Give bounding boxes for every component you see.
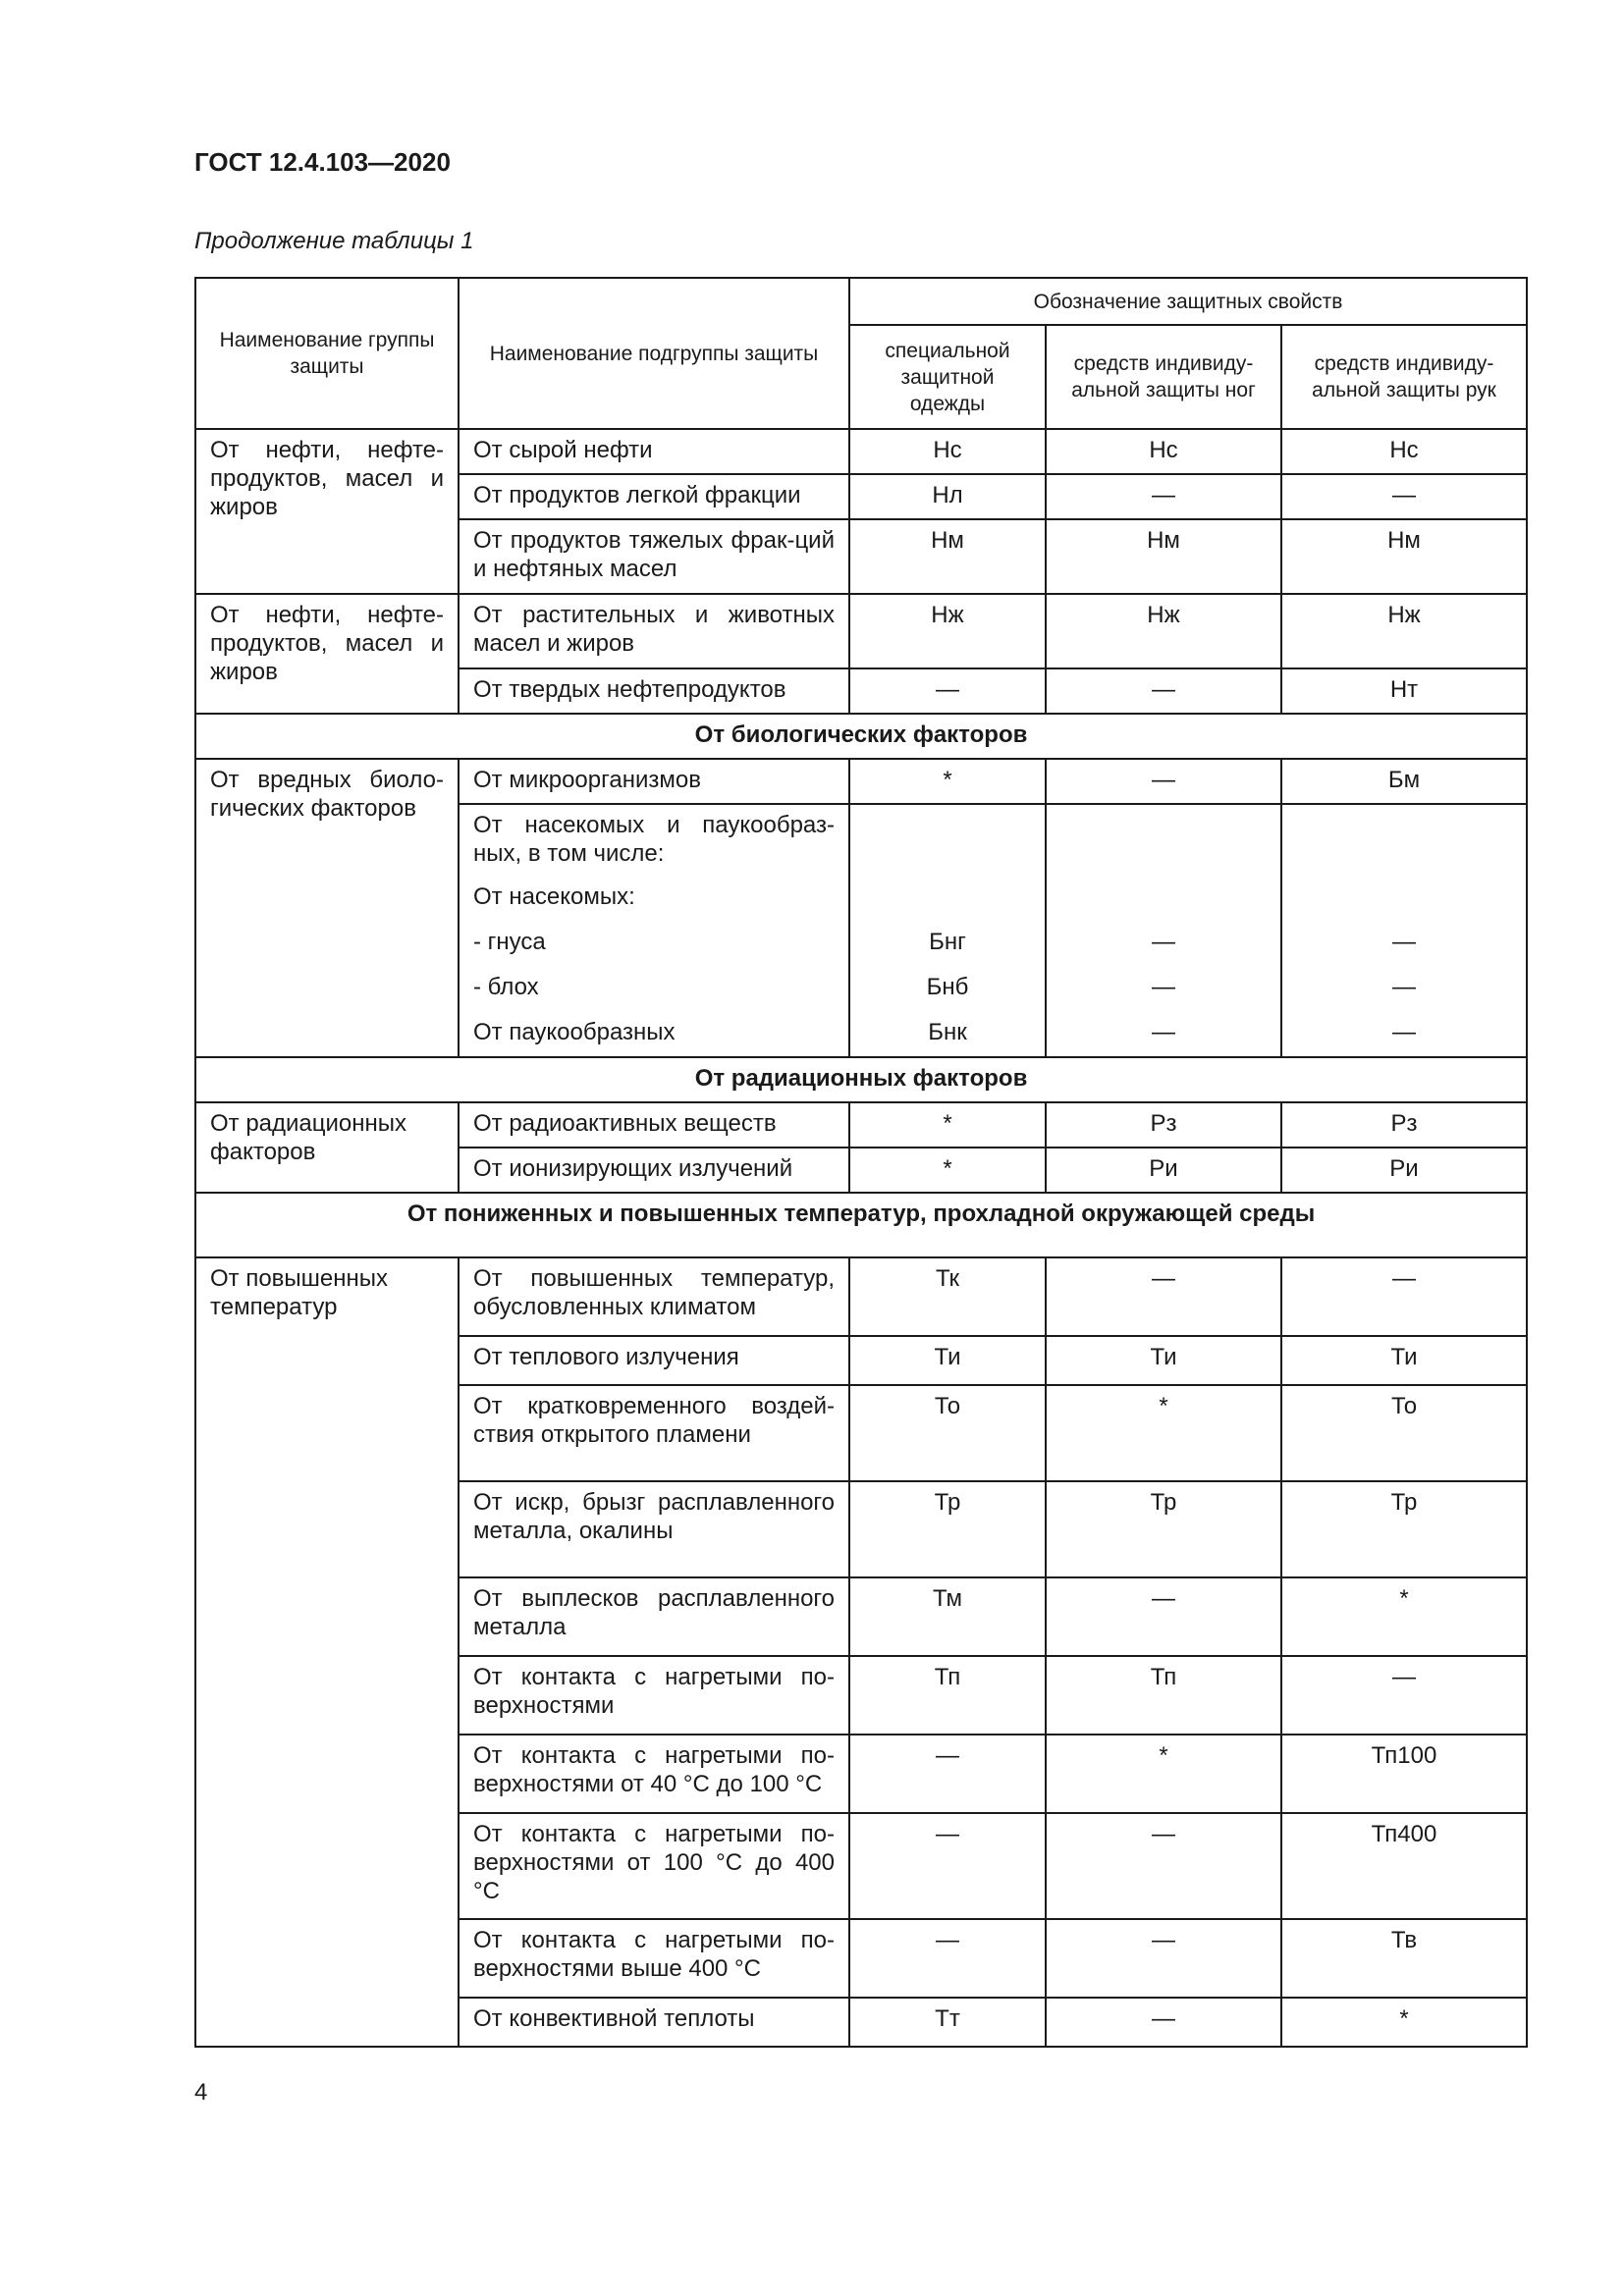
value-cell: * (1046, 1735, 1281, 1813)
value-cell: Ри (1281, 1148, 1527, 1193)
value-cell: Тр (1281, 1481, 1527, 1577)
value-cell: Нс (1046, 429, 1281, 474)
value-cell: Нс (849, 429, 1046, 474)
value-cell: — (849, 1735, 1046, 1813)
header-group: Наименование группы защиты (195, 278, 459, 429)
value-cell: Рз (1046, 1102, 1281, 1148)
subgroup-cell: От насекомых: (459, 877, 849, 922)
value-cell: Бм (1281, 759, 1527, 804)
value-cell: Бнк (849, 1012, 1046, 1057)
value-cell: — (1281, 1656, 1527, 1735)
value-cell: — (1281, 1257, 1527, 1336)
value-cell: Ти (1046, 1336, 1281, 1385)
value-cell: * (1281, 1998, 1527, 2047)
value-cell: Нл (849, 474, 1046, 519)
value-cell: — (1046, 922, 1281, 967)
table-row (195, 1102, 1527, 1148)
value-cell: — (1046, 1813, 1281, 1919)
header-subgroup: Наименование подгруппы защиты (459, 278, 849, 429)
value-cell: Тп400 (1281, 1813, 1527, 1919)
table-row (195, 759, 1527, 804)
value-cell: Нж (1281, 594, 1527, 668)
subgroup-cell: От кратковременного воздей-ствия открытого пламени (459, 1385, 849, 1481)
group-cell: От вредных биоло-гических факторов (195, 759, 459, 1057)
value-cell: Нж (1046, 594, 1281, 668)
subgroup-cell: От продуктов легкой фракции (459, 474, 849, 519)
value-cell (1281, 804, 1527, 877)
subgroup-cell: От твердых нефтепродуктов (459, 668, 849, 714)
subgroup-cell: От контакта с нагретыми по-верхностями (459, 1656, 849, 1735)
group-cell: От радиационных факторов (195, 1102, 459, 1193)
value-cell: То (849, 1385, 1046, 1481)
table-row (195, 429, 1527, 474)
value-cell: — (849, 1919, 1046, 1998)
value-cell: Тв (1281, 1919, 1527, 1998)
value-cell: То (1281, 1385, 1527, 1481)
section-heading: От биологических факторов (195, 714, 1527, 759)
subgroup-cell: От искр, брызг расплавленного металла, окалины (459, 1481, 849, 1577)
subgroup-cell: - гнуса (459, 922, 849, 967)
value-cell: Нт (1281, 668, 1527, 714)
header-designation: Обозначение защитных свойств (849, 278, 1527, 325)
value-cell: Нс (1281, 429, 1527, 474)
value-cell: Тт (849, 1998, 1046, 2047)
value-cell: * (849, 759, 1046, 804)
section-heading: От радиационных факторов (195, 1057, 1527, 1102)
value-cell: * (1281, 1577, 1527, 1656)
value-cell: — (1046, 474, 1281, 519)
subgroup-cell: От ионизирующих излучений (459, 1148, 849, 1193)
table-continuation-caption: Продолжение таблицы 1 (194, 228, 474, 254)
section-row (195, 1057, 1527, 1102)
value-cell: Тр (1046, 1481, 1281, 1577)
subgroup-cell: От контакта с нагретыми по-верхностями от 40 °С до 100 °С (459, 1735, 849, 1813)
subgroup-cell: От контакта с нагретыми по-верхностями выше 400 °С (459, 1919, 849, 1998)
value-cell: — (1046, 1257, 1281, 1336)
value-cell: — (1046, 759, 1281, 804)
value-cell: Бнг (849, 922, 1046, 967)
value-cell: Тр (849, 1481, 1046, 1577)
subgroup-cell: От микроорганизмов (459, 759, 849, 804)
value-cell: Нм (1281, 519, 1527, 594)
value-cell: Бнб (849, 967, 1046, 1012)
document-title: ГОСТ 12.4.103—2020 (194, 147, 451, 177)
protective-properties-table (194, 277, 1528, 2048)
value-cell: Тп (849, 1656, 1046, 1735)
value-cell (849, 804, 1046, 877)
value-cell: — (1046, 967, 1281, 1012)
header-clothing: специальной защитной одежды (849, 325, 1046, 429)
value-cell: * (849, 1148, 1046, 1193)
value-cell: Ри (1046, 1148, 1281, 1193)
subgroup-cell: От радиоактивных веществ (459, 1102, 849, 1148)
subgroup-cell: От конвективной теплоты (459, 1998, 849, 2047)
value-cell: Тм (849, 1577, 1046, 1656)
value-cell: Нм (849, 519, 1046, 594)
value-cell: Тп100 (1281, 1735, 1527, 1813)
value-cell: — (1046, 668, 1281, 714)
value-cell: * (849, 1102, 1046, 1148)
subgroup-cell: От теплового излучения (459, 1336, 849, 1385)
value-cell: — (849, 668, 1046, 714)
value-cell: — (1046, 1012, 1281, 1057)
header-hands: средств индивиду-альной защиты рук (1281, 325, 1527, 429)
value-cell (1281, 877, 1527, 922)
header-feet: средств индивиду-альной защиты ног (1046, 325, 1281, 429)
value-cell (1046, 804, 1281, 877)
section-heading: От пониженных и повышенных температур, прохладной окружающей среды (195, 1193, 1527, 1257)
value-cell: — (1281, 967, 1527, 1012)
value-cell: Тп (1046, 1656, 1281, 1735)
subgroup-cell: От контакта с нагретыми по-верхностями от 100 °С до 400 °С (459, 1813, 849, 1919)
subgroup-cell: От насекомых и паукообраз-ных, в том числе: (459, 804, 849, 877)
subgroup-cell: От паукообразных (459, 1012, 849, 1057)
value-cell: Ти (849, 1336, 1046, 1385)
value-cell: Ти (1281, 1336, 1527, 1385)
subgroup-cell: - блох (459, 967, 849, 1012)
value-cell: Тк (849, 1257, 1046, 1336)
value-cell: — (1281, 922, 1527, 967)
section-row (195, 1193, 1527, 1257)
value-cell: — (1046, 1998, 1281, 2047)
value-cell: Нм (1046, 519, 1281, 594)
group-cell: От нефти, нефте-продуктов, масел и жиров (195, 594, 459, 714)
value-cell: * (1046, 1385, 1281, 1481)
subgroup-cell: От выплесков расплавленного металла (459, 1577, 849, 1656)
subgroup-cell: От растительных и животных масел и жиров (459, 594, 849, 668)
value-cell: — (1046, 1919, 1281, 1998)
subgroup-cell: От продуктов тяжелых фрак-ций и нефтяных масел (459, 519, 849, 594)
value-cell (1046, 877, 1281, 922)
value-cell: Нж (849, 594, 1046, 668)
section-row (195, 714, 1527, 759)
value-cell: — (849, 1813, 1046, 1919)
subgroup-cell: От сырой нефти (459, 429, 849, 474)
table-row (195, 594, 1527, 668)
value-cell: — (1281, 474, 1527, 519)
subgroup-cell: От повышенных температур, обусловленных климатом (459, 1257, 849, 1336)
value-cell: — (1281, 1012, 1527, 1057)
group-cell: От повышенных температур (195, 1257, 459, 2047)
value-cell: Рз (1281, 1102, 1527, 1148)
value-cell (849, 877, 1046, 922)
group-cell: От нефти, нефте-продуктов, масел и жиров (195, 429, 459, 594)
table-row (195, 1257, 1527, 1336)
value-cell: — (1046, 1577, 1281, 1656)
page-number: 4 (194, 2079, 208, 2106)
